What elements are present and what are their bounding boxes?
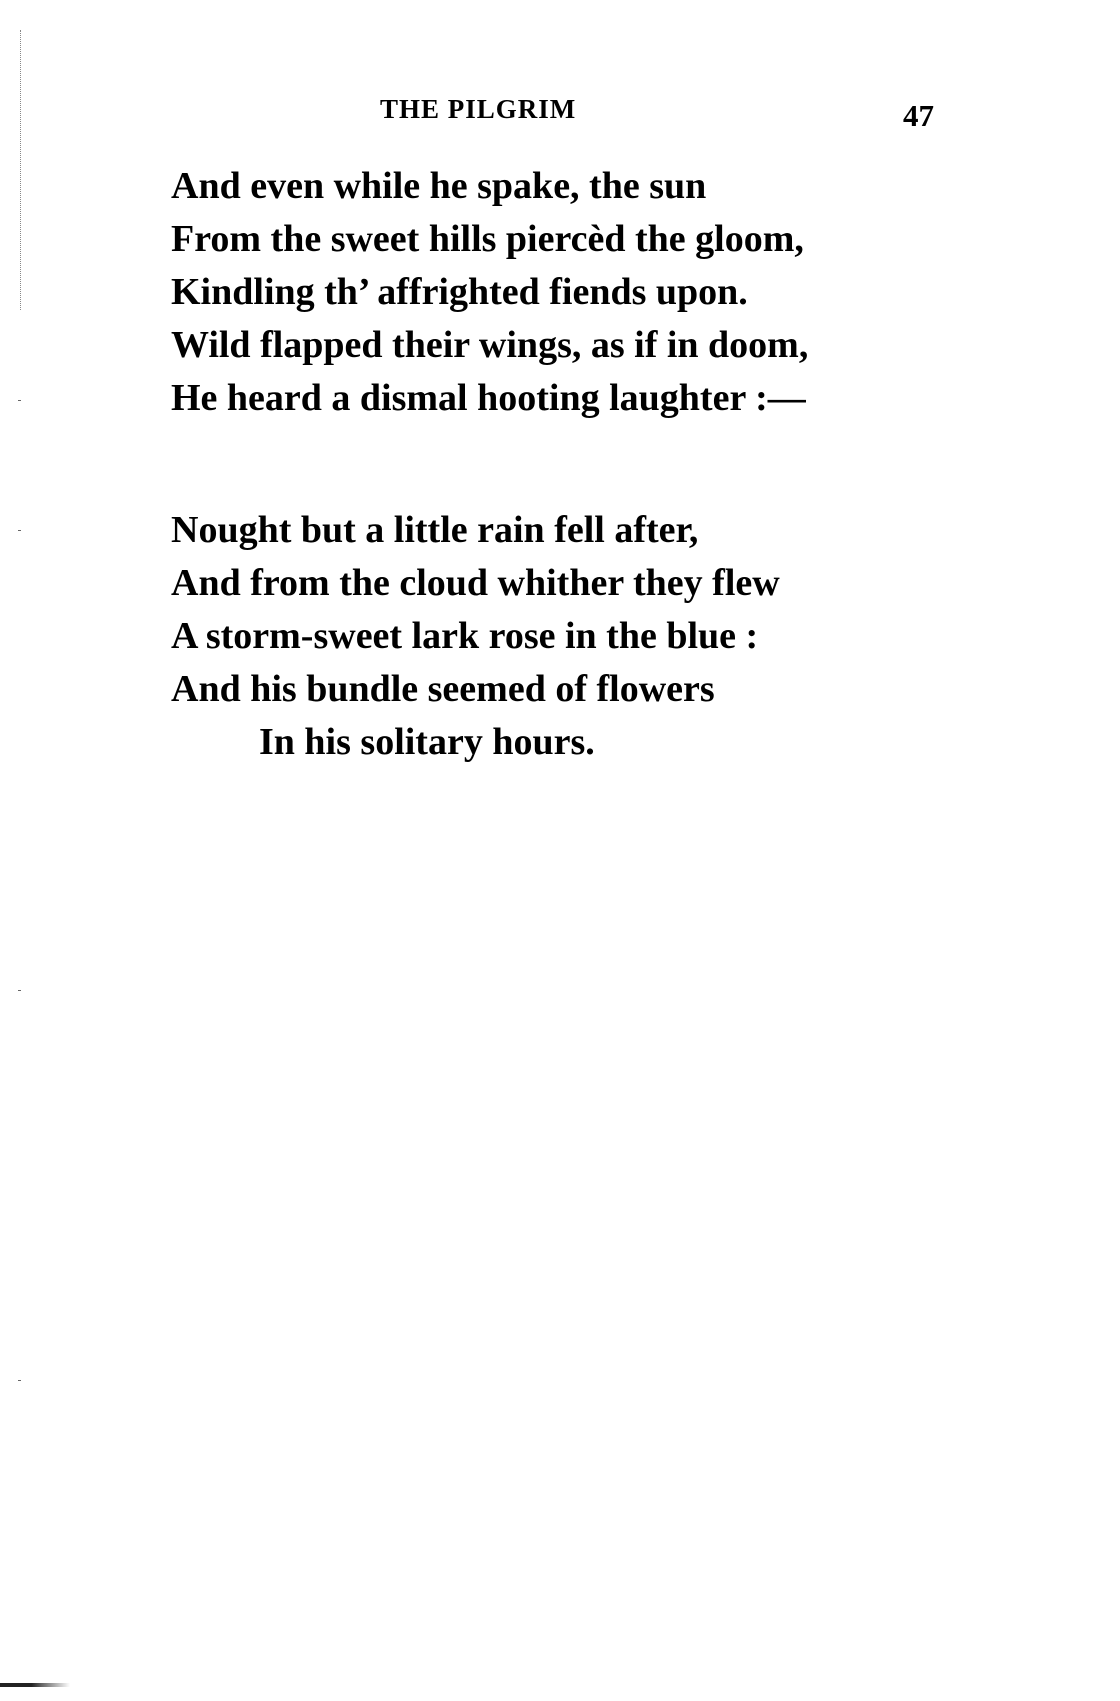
poem-line: From the sweet hills piercèd the gloom, <box>171 218 804 260</box>
scan-edge-marks <box>20 30 22 310</box>
poem-line-indented: In his solitary hours. <box>259 721 595 763</box>
scan-edge-mark <box>18 990 21 991</box>
scan-edge-mark <box>18 530 21 531</box>
running-title: THE PILGRIM <box>380 94 577 124</box>
poem-line: And even while he spake, the sun <box>171 165 707 207</box>
poem-line: He heard a dismal hooting laughter :— <box>171 377 806 419</box>
poem-line: And from the cloud whither they flew <box>171 562 780 604</box>
scan-corner-mark <box>0 1683 70 1687</box>
poem-stanza-1 <box>171 160 808 425</box>
poem-line: Wild flapped their wings, as if in doom, <box>171 324 809 366</box>
scan-edge-mark <box>18 1380 21 1381</box>
poem-stanza-2 <box>171 504 780 769</box>
poem-line: And his bundle seemed of flowers <box>171 668 715 710</box>
poem-line: Nought but a little rain fell after, <box>171 509 699 551</box>
page-number: 47 <box>903 98 934 133</box>
poem-line: A storm-sweet lark rose in the blue : <box>171 615 759 657</box>
scan-edge-mark <box>18 400 21 401</box>
poem-line: Kindling th’ affrighted fiends upon. <box>171 271 748 313</box>
